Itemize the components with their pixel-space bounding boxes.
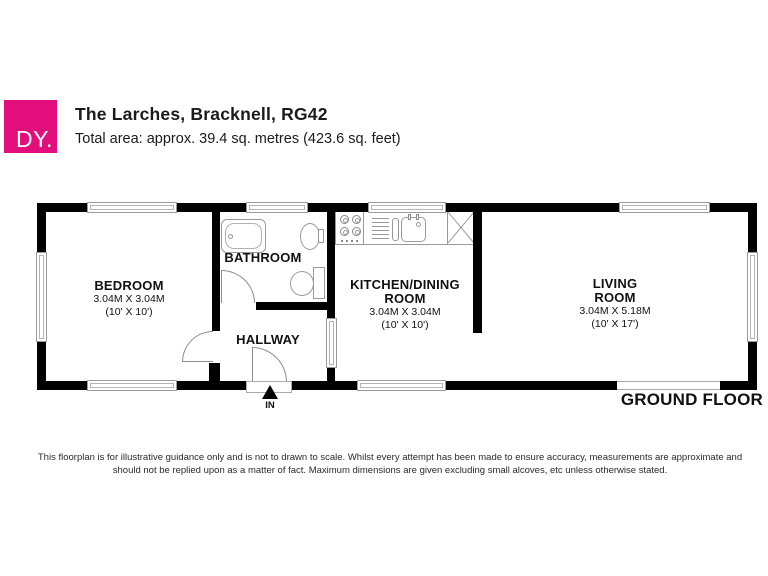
wall-segment	[446, 381, 617, 390]
toilet-cistern	[313, 267, 325, 299]
bathtub	[221, 219, 266, 253]
room-dim-imperial: (10' X 10')	[105, 305, 153, 318]
room-name: KITCHEN/DINING ROOM	[350, 277, 460, 306]
wall-segment	[748, 203, 757, 252]
wall-segment	[290, 381, 357, 390]
kitchen-counter	[335, 211, 475, 245]
room-label-bathroom	[203, 251, 323, 265]
bedroom-divider-wall	[212, 203, 220, 331]
entrance-arrow-icon	[262, 385, 278, 399]
page-title: The Larches, Bracknell, RG42	[75, 104, 328, 124]
toilet-bowl	[290, 271, 314, 296]
room-label-bedroom	[49, 279, 209, 318]
entrance-in-label: IN	[265, 400, 275, 411]
window	[357, 380, 446, 391]
wall-segment	[748, 342, 757, 390]
hob-burner-icon	[340, 227, 349, 236]
room-label-living	[555, 277, 675, 330]
bedroom-divider-stub	[209, 363, 220, 390]
wall-segment	[37, 203, 46, 252]
room-label-hallway	[208, 333, 328, 347]
bathroom-sink-tap	[318, 229, 324, 243]
window	[36, 252, 47, 342]
window	[87, 380, 177, 391]
x-cross-icon	[448, 212, 474, 243]
hob-burner-icon	[352, 215, 361, 224]
hob	[336, 212, 364, 244]
room-dim-imperial: (10' X 17')	[591, 317, 639, 330]
bathroom-south-wall	[256, 302, 335, 310]
entrance-door-arc	[252, 347, 287, 382]
ground-floor-label: GROUND FLOOR	[620, 390, 763, 409]
room-dim-metric: 3.04M X 3.04M	[93, 293, 165, 305]
kitchen-west-wall	[327, 203, 335, 318]
wall-segment	[37, 342, 46, 390]
brand-logo	[4, 100, 57, 153]
kitchen-sink-half-bowl	[392, 218, 399, 241]
room-dim-imperial: (10' X 10')	[381, 318, 429, 331]
appliance-space-x-unit	[447, 212, 474, 244]
room-name: HALLWAY	[236, 332, 300, 347]
tap-icon	[416, 214, 419, 220]
sink-drainer	[372, 218, 389, 240]
room-name: BEDROOM	[94, 278, 164, 293]
bathroom-sink	[300, 223, 320, 250]
window	[87, 202, 177, 213]
window	[246, 202, 308, 213]
kitchen-sink	[401, 217, 426, 242]
room-dim-metric: 3.04M X 5.18M	[579, 305, 651, 317]
tap-icon	[408, 214, 411, 220]
wall-segment	[446, 203, 619, 212]
room-label-kitchen	[335, 278, 475, 331]
brand-logo-text: DY.	[16, 126, 53, 152]
disclaimer-text: This floorplan is for illustrative guidance only and is not to drawn to scale. Whilst every attempt has been made to ensure accuracy, measurements are approximate and should not be replied upon as a matter of fact. Maximum dimensions are given excluding small alcoves, etc unless otherwise stated.	[37, 452, 743, 476]
window	[368, 202, 446, 213]
window	[747, 252, 758, 342]
hob-controls	[341, 240, 343, 242]
hob-burner-icon	[352, 227, 361, 236]
hob-burner-icon	[340, 215, 349, 224]
room-name: LIVING ROOM	[592, 276, 638, 305]
total-area-text: Total area: approx. 39.4 sq. metres (423.6 sq. feet)	[75, 131, 401, 147]
bathroom-door-arc	[221, 270, 255, 303]
room-name: BATHROOM	[224, 250, 302, 265]
room-dim-metric: 3.04M X 3.04M	[369, 306, 441, 318]
wall-segment	[308, 203, 368, 212]
window	[619, 202, 710, 213]
patio-opening	[617, 381, 720, 390]
